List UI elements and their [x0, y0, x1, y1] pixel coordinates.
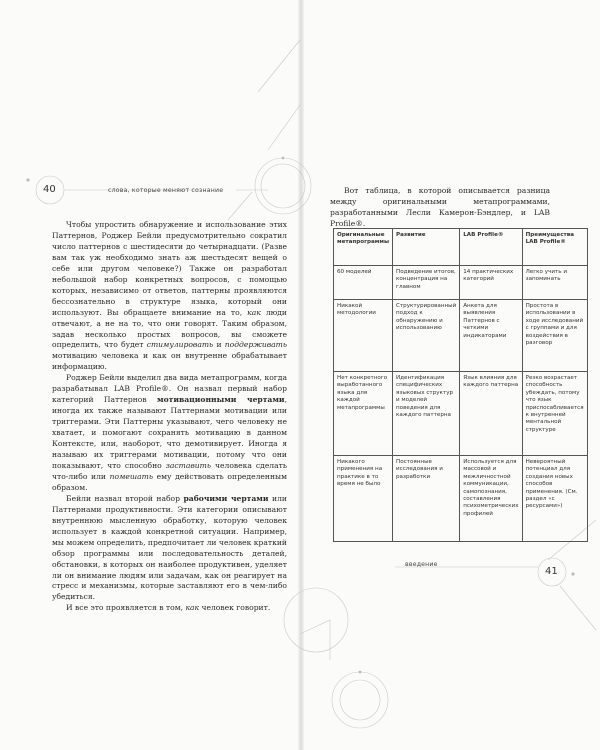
table-cell: Используется для массовой и межличностной коммуникации, самопознания, составления психометрических профилей [460, 456, 522, 542]
italic-emphasis: поддерживать [224, 340, 287, 350]
metaprogram-comparison-table [333, 228, 588, 542]
table-cell: 60 моделей [334, 266, 393, 300]
text-run: Роджер Бейли выделил два вида метапрограмм, когда разрабатывал LAB Profile®. Он назвал первый набор категорий Паттернов [52, 373, 287, 405]
table-cell: Легко учить и запоминать [522, 266, 587, 300]
body-paragraph [52, 603, 287, 614]
gutter-shadow [298, 0, 304, 750]
table-cell: Идентификация специфических языковых структур и моделей поведения для каждого паттерна [393, 372, 460, 456]
left-page-number: 40 [43, 184, 56, 195]
table-header-cell: Преимущества LAB Profile® [522, 229, 587, 266]
right-running-head: введение [405, 561, 438, 568]
italic-emphasis: стимулировать [146, 340, 214, 350]
table-header-row [334, 229, 588, 266]
italic-emphasis: помешать [109, 471, 153, 481]
table-row [334, 266, 588, 300]
table-cell: 14 практических категорий [460, 266, 522, 300]
table-cell: Нет конкретного выработанного языка для каждой метапрограммы [334, 372, 393, 456]
text-run: Чтобы упростить обнаружение и использование этих Паттернов, Роджер Бейли предусмотрительно сократил число паттернов с шестидесяти до четырнадцати. (Разве вам так уж необходимо знать аж шестьдесят вещей о себе или другом человеке?) Также он разработал небольшой набор конкретных вопросов, с помощью которых, независимо от ответов, паттерны проявляются бессознательно в структуре языка, который они используют. Вы обращаете внимание на то, [52, 220, 287, 317]
bold-term: мотивационными чертами [156, 395, 285, 405]
table-intro-paragraph: Вот таблица, в которой описывается разница между оригинальными метапрограммами, разработанными Лесли Камерон-Бэндлер, и LAB Profile®. [330, 186, 550, 228]
body-paragraph [52, 220, 287, 373]
table-cell: Постоянные исследования и разработки [393, 456, 460, 542]
table-cell: Никакой методологии [334, 300, 393, 372]
table-header-cell: Оригинальные метапрограммы [334, 229, 393, 266]
text-run: человека сделать что-либо или [52, 460, 287, 481]
text-run: мотивацию человека и как он внутренне обрабатывает информацию. [52, 351, 287, 372]
left-running-head: слова, которые меняют сознание [108, 187, 224, 194]
table-header-cell: Развитие [393, 229, 460, 266]
body-paragraph [52, 494, 287, 604]
table-cell: Язык влияния для каждого паттерна [460, 372, 522, 456]
text-run: Бейли назвал второй набор [66, 493, 184, 503]
table-header-cell: LAB Profile® [460, 229, 522, 266]
italic-emphasis: как [247, 307, 261, 317]
table-row [334, 300, 588, 372]
table-row [334, 456, 588, 542]
table-cell: Простота в использовании в ходе исследований с группами и для воздействия в разговор [522, 300, 587, 372]
text-run: человек говорит. [199, 603, 271, 613]
bold-term: рабочими чертами [183, 493, 269, 503]
text-run: и [213, 340, 225, 350]
table-cell: Резко возрастает способность убеждать, потому что язык приспосабливается к внутренней ментальной структуре [522, 372, 587, 456]
text-run: И все это проявляется в том, [66, 603, 186, 613]
text-run: , иногда их также называют Паттернами мотивации или триггерами. Эти Паттерны указывают, чего человеку не хватает, и помогают сохранять мотивацию в данном Контексте, или, наоборот, что демотивирует. Иногда я называю их триггерами мотивации, потому что они показывают, что способно [52, 395, 287, 470]
left-page-body [52, 220, 287, 614]
text-run: или Паттернами продуктивности. Эти категории описывают внутреннюю мысленную обработку, которую человек использует в каждой конкретной ситуации. Например, мы можем определить, предпочитает ли человек краткий обзор программы или последовательность деталей, обстановки, в которых он наиболее продуктивен, уделяет ли он внимание людям или задачам, как он реагирует на стресс и механизмы, которые заставляют его в чем-либо убедиться. [52, 493, 287, 602]
italic-emphasis: заставить [165, 460, 212, 470]
table-cell: Подведение итогов, концентрация на главном [393, 266, 460, 300]
text-run: люди отвечают, а не на то, что они говорят. Таким образом, задав несколько простых вопросов, вы сможете определить, что будет [52, 307, 287, 350]
table-cell: Анкета для выявления Паттернов с четкими индикаторами [460, 300, 522, 372]
table-cell: Никакого применения на практике в то время не было [334, 456, 393, 542]
table-cell: Структурированный подход к обнаружению и использованию [393, 300, 460, 372]
body-paragraph [52, 373, 287, 493]
italic-emphasis: как [185, 603, 200, 613]
table-row [334, 372, 588, 456]
text-run: ему действовать определенным образом. [52, 471, 287, 492]
table-cell: Невероятный потенциал для создания новых способов применения. (См. раздел «с ресурсами») [522, 456, 587, 542]
right-page-number: 41 [545, 566, 558, 577]
